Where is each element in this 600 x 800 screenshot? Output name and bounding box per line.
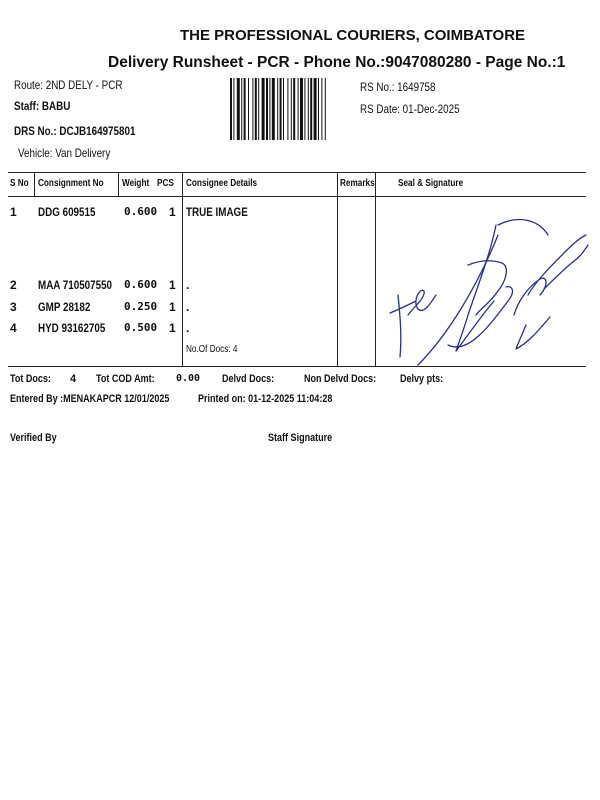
table-row-consignment: GMP 28182: [38, 300, 91, 314]
barcode-bar: [310, 78, 312, 140]
table-row-consignee: .: [186, 278, 190, 292]
barcode-bar: [237, 78, 240, 140]
rs-date: RS Date: 01-Dec-2025: [360, 102, 460, 116]
barcode-bar: [248, 78, 249, 140]
header-consignee: Consignee Details: [186, 178, 258, 189]
barcode-bar: [321, 78, 322, 140]
handwritten-signature: [378, 205, 593, 385]
delvd-docs-label: Delvd Docs:: [222, 373, 275, 385]
table-row-weight: 0.600: [124, 278, 158, 291]
col-divider: [182, 172, 183, 366]
table-row-sno: 3: [10, 300, 17, 314]
barcode-bar: [241, 78, 242, 140]
barcode-bar: [318, 78, 319, 140]
staff-signature-label: Staff Signature: [268, 432, 333, 444]
table-row-pcs: 1: [169, 278, 176, 292]
barcode-bar: [280, 78, 282, 140]
barcode-bar: [272, 78, 275, 140]
table-row-weight: 0.250: [124, 300, 158, 313]
vehicle-label: Vehicle: Van Delivery: [18, 146, 111, 160]
table-row-weight: 0.500: [124, 321, 158, 334]
tot-cod-label: Tot COD Amt:: [96, 373, 155, 385]
barcode-bar: [269, 78, 270, 140]
printed-on: Printed on: 01-12-2025 11:04:28: [198, 393, 333, 405]
table-top-border: [8, 172, 586, 173]
barcode-bar: [298, 78, 299, 140]
barcode-bar: [291, 78, 292, 140]
table-row-pcs: 1: [169, 300, 176, 314]
barcode-bar: [277, 78, 278, 140]
tot-docs-value: 4: [70, 373, 77, 385]
barcode-bar: [325, 78, 326, 140]
barcode-bar: [300, 78, 303, 140]
delvy-pts-label: Delvy pts:: [400, 373, 444, 385]
header-sno: S No: [10, 178, 29, 189]
barcode-bar: [252, 78, 253, 140]
col-divider: [118, 172, 119, 196]
entered-by: Entered By :MENAKAPCR 12/01/2025: [10, 393, 170, 405]
table-header-border: [8, 196, 586, 197]
table-row-consignee: TRUE IMAGE: [186, 205, 248, 219]
barcode: [230, 78, 356, 140]
barcode-bar: [283, 78, 284, 140]
table-row-consignee: .: [186, 321, 190, 335]
route-label: Route: 2ND DELY - PCR: [14, 78, 123, 92]
header-weight: Weight: [122, 178, 150, 189]
barcode-bar: [258, 78, 259, 140]
table-row-sno: 4: [10, 321, 17, 335]
table-row-pcs: 1: [169, 205, 176, 219]
rs-number: RS No.: 1649758: [360, 80, 436, 94]
verified-by: Verified By: [10, 432, 57, 444]
runsheet-title: Delivery Runsheet - PCR - Phone No.:9047080280 - Page No.:1: [108, 54, 566, 71]
barcode-bar: [262, 78, 265, 140]
barcode-bar: [233, 78, 234, 140]
table-row-consignment: MAA 710507550: [38, 278, 113, 292]
staff-label: Staff: BABU: [14, 99, 71, 113]
header-consignment: Consignment No: [38, 178, 104, 189]
barcode-bar: [293, 78, 295, 140]
barcode-bar: [230, 78, 232, 140]
barcode-bar: [266, 78, 268, 140]
col-divider: [337, 172, 338, 366]
table-row-pcs: 1: [169, 321, 176, 335]
table-row-consignee: .: [186, 300, 190, 314]
barcode-bar: [314, 78, 317, 140]
table-row-consignment: HYD 93162705: [38, 321, 106, 335]
barcode-bar: [304, 78, 305, 140]
header-pcs: PCS: [157, 178, 174, 189]
tot-cod-value: 0.00: [176, 373, 201, 384]
barcode-bar: [244, 78, 246, 140]
barcode-bar: [255, 78, 257, 140]
barcode-bar: [287, 78, 288, 140]
non-delvd-docs-label: Non Delvd Docs:: [304, 373, 377, 385]
table-row-sno: 1: [10, 205, 17, 219]
table-row-consignment: DDG 609515: [38, 205, 96, 219]
header-remarks: Remarks: [340, 178, 375, 189]
header-seal-signature: Seal & Signature: [398, 178, 464, 189]
drs-number: DRS No.: DCJB164975801: [14, 124, 136, 138]
tot-docs-label: Tot Docs:: [10, 373, 51, 385]
table-row-sno: 2: [10, 278, 17, 292]
table-row-weight: 0.600: [124, 205, 158, 218]
col-divider: [34, 172, 35, 196]
barcode-bar: [308, 78, 309, 140]
col-divider: [375, 172, 376, 366]
company-title: THE PROFESSIONAL COURIERS, COIMBATORE: [180, 27, 526, 44]
no-of-docs: No.Of Docs: 4: [186, 344, 238, 355]
